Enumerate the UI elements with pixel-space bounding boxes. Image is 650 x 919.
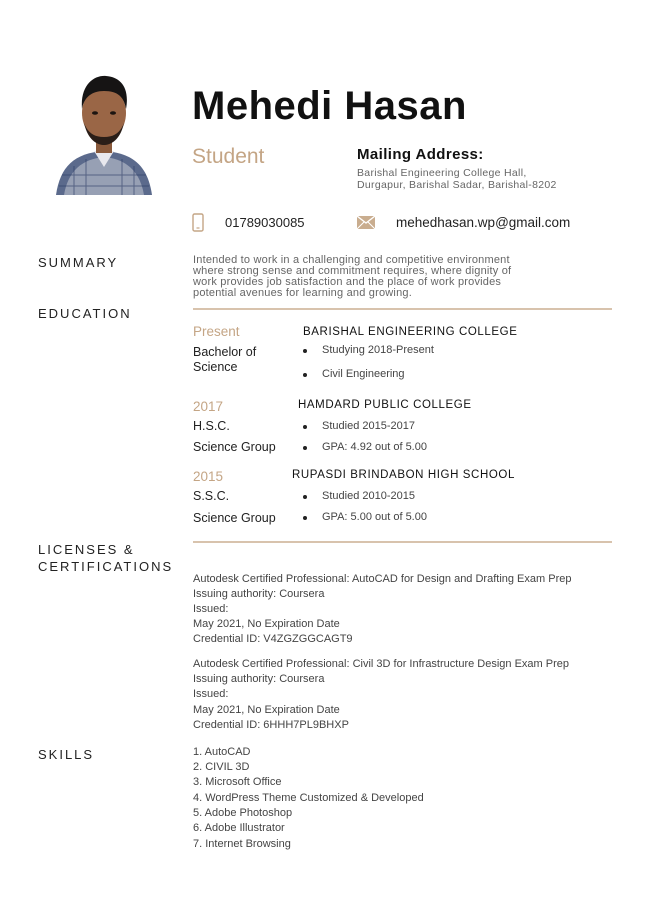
license-detail: May 2021, No Expiration Date: [193, 704, 340, 716]
skill-item: 3. Microsoft Office: [193, 776, 282, 788]
education-detail: Civil Engineering: [322, 368, 405, 380]
phone-icon: [192, 213, 204, 232]
mailing-address-line: Barishal Engineering College Hall,: [357, 167, 527, 179]
skill-item: 2. CIVIL 3D: [193, 761, 250, 773]
education-degree: H.S.C.: [193, 419, 230, 433]
license-detail: Issued:: [193, 603, 229, 615]
education-degree: Bachelor of: [193, 345, 257, 359]
education-detail: Studied 2010-2015: [322, 490, 415, 502]
profile-photo: [54, 71, 154, 195]
license-detail: Issuing authority: Coursera: [193, 673, 325, 685]
education-detail: Studying 2018-Present: [322, 344, 434, 356]
email-address: mehedhasan.wp@gmail.com: [396, 215, 571, 230]
education-detail: GPA: 4.92 out of 5.00: [322, 441, 427, 453]
education-detail: Studied 2015-2017: [322, 420, 415, 432]
bullet-dot: [303, 373, 307, 377]
mailing-address-title: Mailing Address:: [357, 146, 484, 163]
licenses-heading: LICENSES &: [38, 542, 135, 557]
section-divider: [193, 308, 612, 310]
candidate-role: Student: [192, 145, 265, 168]
summary-text-line: Intended to work in a challenging and competitive environment: [193, 254, 510, 266]
license-credential: Credential ID: 6HHH7PL9BHXP: [193, 719, 349, 731]
section-divider: [193, 541, 612, 543]
licenses-heading: CERTIFICATIONS: [38, 559, 174, 574]
education-degree: Science Group: [193, 440, 276, 454]
license-credential: Credential ID: V4ZGZGGCAGT9: [193, 633, 353, 645]
license-title: Autodesk Certified Professional: AutoCAD for Design and Drafting Exam Prep: [193, 573, 572, 585]
skill-item: 7. Internet Browsing: [193, 838, 291, 850]
skills-heading: SKILLS: [38, 747, 95, 762]
bullet-dot: [303, 516, 307, 520]
education-year: 2017: [193, 399, 224, 414]
summary-text-line: potential avenues for learning and growing.: [193, 287, 412, 299]
bullet-dot: [303, 446, 307, 450]
education-year: 2015: [193, 469, 224, 484]
skill-item: 6. Adobe Illustrator: [193, 822, 285, 834]
education-school: BARISHAL ENGINEERING COLLEGE: [303, 326, 518, 338]
summary-text-line: where strong sense and commitment requires, where dignity of: [193, 265, 512, 277]
education-school: RUPASDI BRINDABON HIGH SCHOOL: [292, 469, 515, 481]
phone-number: 01789030085: [225, 215, 305, 230]
skill-item: 4. WordPress Theme Customized & Developed: [193, 792, 424, 804]
education-detail: GPA: 5.00 out of 5.00: [322, 511, 427, 523]
license-detail: Issued:: [193, 688, 229, 700]
education-degree: Science Group: [193, 511, 276, 525]
education-heading: EDUCATION: [38, 306, 132, 321]
summary-text-line: work provides job satisfaction and the place of work provides: [193, 276, 502, 288]
bullet-dot: [303, 349, 307, 353]
education-year: Present: [193, 324, 240, 339]
bullet-dot: [303, 495, 307, 499]
bullet-dot: [303, 425, 307, 429]
summary-heading: SUMMARY: [38, 255, 119, 270]
license-detail: Issuing authority: Coursera: [193, 588, 325, 600]
education-degree: Science: [193, 360, 238, 374]
skill-item: 1. AutoCAD: [193, 746, 251, 758]
candidate-name: Mehedi Hasan: [192, 84, 467, 128]
license-detail: May 2021, No Expiration Date: [193, 618, 340, 630]
mailing-address-line: Durgapur, Barishal Sadar, Barishal-8202: [357, 179, 557, 191]
mail-icon: [357, 216, 375, 229]
education-school: HAMDARD PUBLIC COLLEGE: [298, 399, 472, 411]
license-title: Autodesk Certified Professional: Civil 3D for Infrastructure Design Exam Prep: [193, 658, 569, 670]
education-degree: S.S.C.: [193, 489, 230, 503]
skill-item: 5. Adobe Photoshop: [193, 807, 293, 819]
